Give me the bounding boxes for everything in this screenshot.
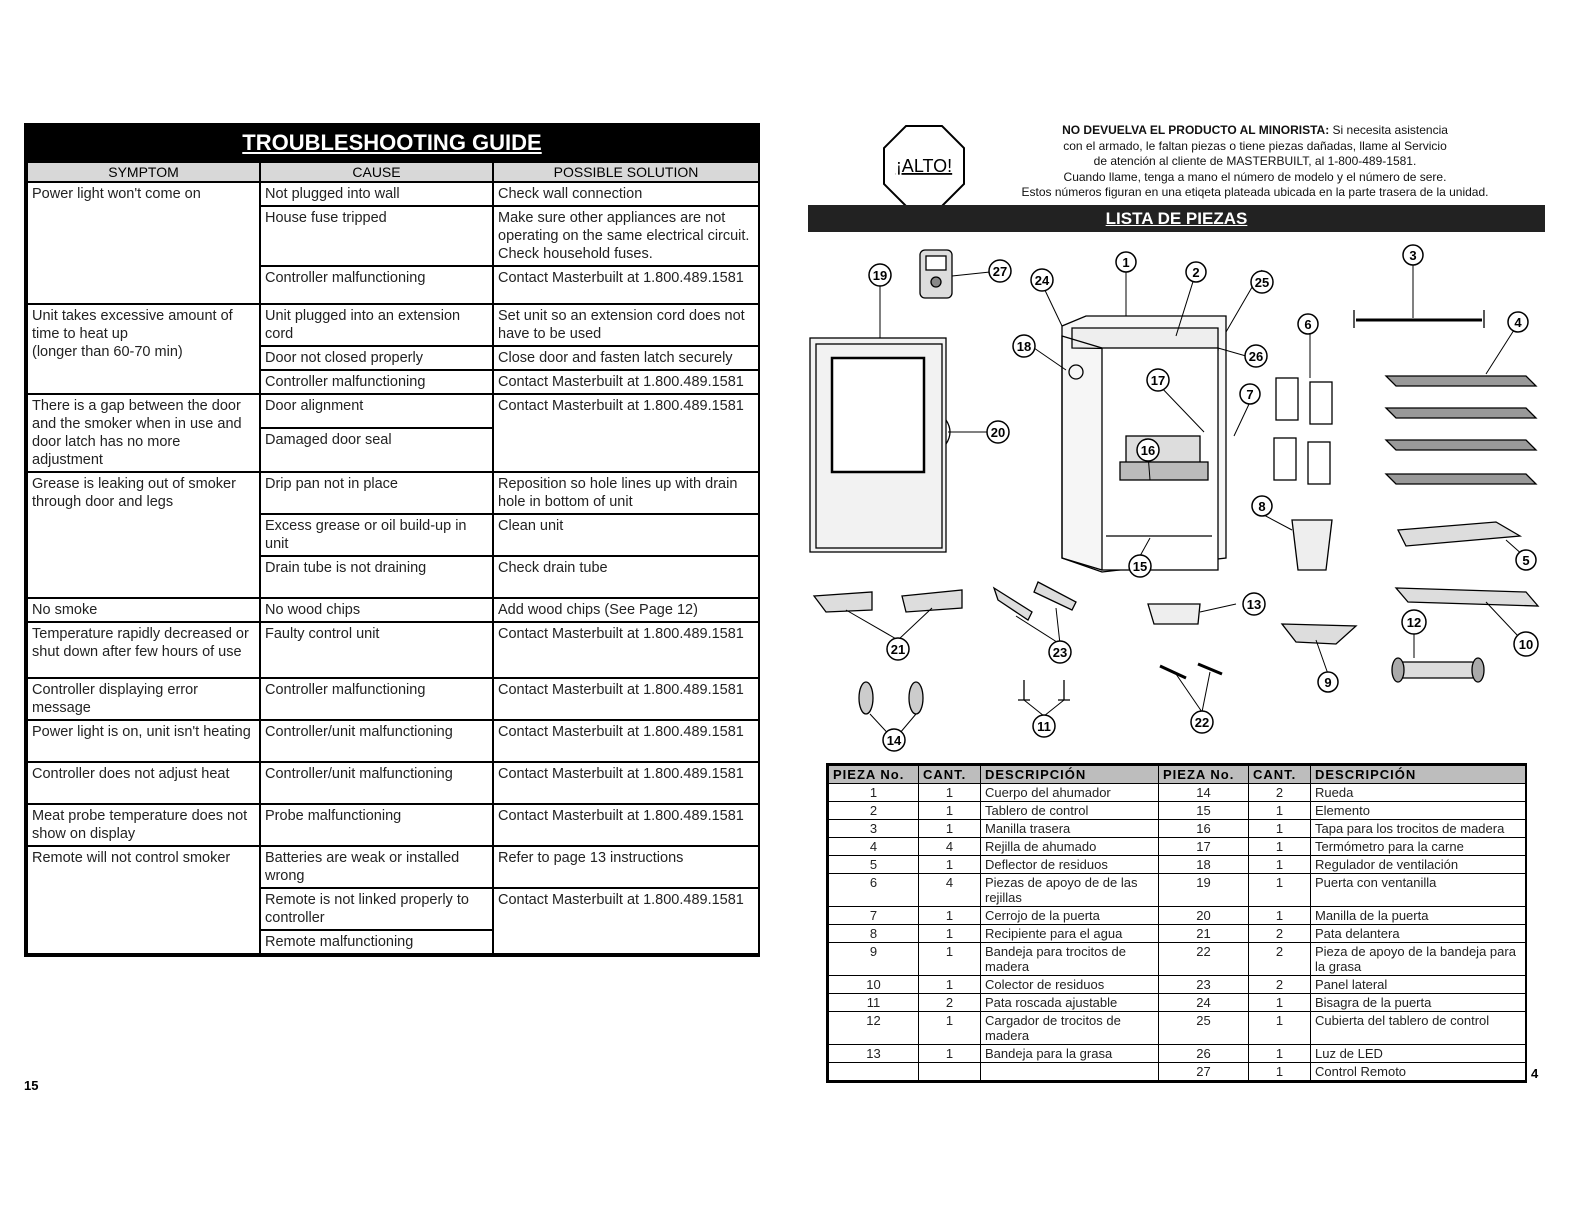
- callout-label: 19: [872, 268, 888, 283]
- callout-label: 16: [1140, 443, 1156, 458]
- part-number-cell: 21: [1159, 925, 1249, 943]
- page-number-left: 15: [24, 1078, 39, 1093]
- description-cell: Cubierta del tablero de control: [1311, 1012, 1526, 1045]
- part-number-cell: 3: [829, 820, 919, 838]
- solution-cell: Check drain tube: [493, 556, 759, 598]
- cause-cell: Remote is not linked properly to controller: [260, 888, 493, 930]
- callout-4: [1508, 312, 1528, 332]
- cant-header: CANT.: [919, 766, 981, 784]
- racks-illustration: [1386, 376, 1536, 484]
- description-cell: Bandeja para trocitos de madera: [981, 943, 1159, 976]
- quantity-cell: 1: [1249, 1063, 1311, 1081]
- table-row: [829, 802, 1526, 820]
- door-illustration: [810, 338, 950, 552]
- side-panel-illustration: [1034, 582, 1076, 610]
- quantity-cell: 1: [1249, 1045, 1311, 1063]
- description-cell: Pata delantera: [1311, 925, 1526, 943]
- description-cell: Luz de LED: [1311, 1045, 1526, 1063]
- notice-line: con el armado, le faltan piezas o tiene piezas dañadas, llame al Servicio: [1063, 138, 1447, 153]
- cause-cell: Remote malfunctioning: [260, 930, 493, 954]
- cause-header: CAUSE: [260, 162, 493, 182]
- cause-cell: House fuse tripped: [260, 206, 493, 266]
- symptom-cell: Controller displaying error message: [27, 678, 260, 720]
- callout-label: 4: [1514, 315, 1522, 330]
- quantity-cell: 1: [1249, 874, 1311, 907]
- drip-pan-illustration: [1396, 588, 1538, 606]
- description-cell: Cuerpo del ahumador: [981, 784, 1159, 802]
- cause-cell: Probe malfunctioning: [260, 804, 493, 846]
- quantity-cell: 1: [1249, 838, 1311, 856]
- callout-23: [1049, 641, 1071, 663]
- cause-cell: Door not closed properly: [260, 346, 493, 370]
- callout-25: [1251, 271, 1273, 293]
- part-number-cell: 18: [1159, 856, 1249, 874]
- symptom-cell: Remote will not control smoker: [27, 846, 260, 954]
- wheels-illustration: [859, 682, 923, 714]
- notice-line: Cuando llame, tenga a mano el número de modelo y el número de sere.: [1063, 169, 1447, 184]
- description-cell: Puerta con ventanilla: [1311, 874, 1526, 907]
- symptom-cell: Power light is on, unit isn't heating: [27, 720, 260, 762]
- description-cell: Manilla de la puerta: [1311, 907, 1526, 925]
- table-row: [829, 907, 1526, 925]
- symptom-cell: No smoke: [27, 598, 260, 622]
- part-number-cell: 12: [829, 1012, 919, 1045]
- callout-3: [1403, 245, 1423, 265]
- solution-cell: Contact Masterbuilt at 1.800.489.1581: [493, 370, 759, 394]
- side-panel-illustration: [994, 588, 1032, 620]
- callout-label: 14: [886, 733, 902, 748]
- solution-cell: Check wall connection: [493, 182, 759, 206]
- water-bowl-illustration: [1292, 520, 1332, 570]
- cause-cell: Not plugged into wall: [260, 182, 493, 206]
- description-cell: Pata roscada ajustable: [981, 994, 1159, 1012]
- part-number-cell: 4: [829, 838, 919, 856]
- table-row: [829, 925, 1526, 943]
- symptom-cell: Controller does not adjust heat: [27, 762, 260, 804]
- rear-handle-illustration: [1354, 310, 1484, 328]
- quantity-cell: 1: [1249, 907, 1311, 925]
- troubleshooting-title: TROUBLESHOOTING GUIDE: [26, 125, 758, 161]
- front-leg-illustration: [902, 590, 962, 612]
- part-number-cell: 7: [829, 907, 919, 925]
- description-cell: Colector de residuos: [981, 976, 1159, 994]
- quantity-cell: 4: [919, 874, 981, 907]
- table-row: [829, 856, 1526, 874]
- callout-label: 6: [1304, 317, 1312, 332]
- description-cell: Rejilla de ahumado: [981, 838, 1159, 856]
- remote-illustration: [920, 250, 952, 298]
- table-row: [829, 1063, 1526, 1081]
- solution-cell: Close door and fasten latch securely: [493, 346, 759, 370]
- wood-tray-illustration: [1282, 624, 1356, 644]
- callout-9: [1318, 672, 1338, 692]
- callout-label: 10: [1518, 637, 1534, 652]
- symptom-cell: Unit takes excessive amount of time to heat up (longer than 60-70 min): [27, 304, 260, 394]
- callout-10: [1514, 632, 1538, 656]
- quantity-cell: 1: [919, 1045, 981, 1063]
- callout-label: 15: [1132, 559, 1148, 574]
- quantity-cell: 2: [1249, 943, 1311, 976]
- parts-diagram: [806, 240, 1550, 760]
- cause-cell: Drip pan not in place: [260, 472, 493, 514]
- table-row: [829, 820, 1526, 838]
- quantity-cell: [919, 1063, 981, 1081]
- callout-1: [1116, 252, 1136, 272]
- callout-label: 8: [1258, 499, 1266, 514]
- callout-label: 25: [1254, 275, 1270, 290]
- cause-cell: Door alignment: [260, 394, 493, 428]
- part-number-cell: 20: [1159, 907, 1249, 925]
- quantity-cell: 1: [919, 1012, 981, 1045]
- quantity-cell: 1: [919, 802, 981, 820]
- callout-label: 26: [1248, 349, 1264, 364]
- callout-label: 27: [992, 264, 1008, 279]
- solution-cell: Refer to page 13 instructions: [493, 846, 759, 888]
- quantity-cell: 1: [919, 925, 981, 943]
- part-number-cell: 6: [829, 874, 919, 907]
- adjustable-feet-illustration: [1018, 680, 1070, 700]
- cause-cell: Controller malfunctioning: [260, 678, 493, 720]
- callout-19: [869, 264, 891, 286]
- solution-header: POSSIBLE SOLUTION: [493, 162, 759, 182]
- parts-table: [826, 763, 1527, 1083]
- stop-sign-text: ¡ALTO!: [895, 156, 953, 176]
- quantity-cell: 2: [1249, 976, 1311, 994]
- solution-cell: Make sure other appliances are not operating on the same electrical circuit. Check household fuses.: [493, 206, 759, 266]
- part-number-cell: 17: [1159, 838, 1249, 856]
- symptom-cell: Meat probe temperature does not show on display: [27, 804, 260, 846]
- description-cell: Cerrojo de la puerta: [981, 907, 1159, 925]
- solution-cell: Reposition so hole lines up with drain hole in bottom of unit: [493, 472, 759, 514]
- callout-label: 18: [1016, 339, 1032, 354]
- part-number-cell: 25: [1159, 1012, 1249, 1045]
- cause-cell: No wood chips: [260, 598, 493, 622]
- callout-21: [887, 638, 909, 660]
- table-row: [829, 976, 1526, 994]
- cause-cell: Controller malfunctioning: [260, 370, 493, 394]
- solution-cell: Set unit so an extension cord does not have to be used: [493, 304, 759, 346]
- callout-5: [1516, 550, 1536, 570]
- part-number-cell: 10: [829, 976, 919, 994]
- part-number-cell: 24: [1159, 994, 1249, 1012]
- description-cell: Tablero de control: [981, 802, 1159, 820]
- symptom-cell: Power light won't come on: [27, 182, 260, 304]
- grease-support-illustration: [1160, 666, 1186, 678]
- description-cell: Rueda: [1311, 784, 1526, 802]
- description-cell: Control Remoto: [1311, 1063, 1526, 1081]
- callout-8: [1252, 496, 1272, 516]
- cause-cell: Damaged door seal: [260, 428, 493, 472]
- description-cell: Recipiente para el agua: [981, 925, 1159, 943]
- part-number-cell: 1: [829, 784, 919, 802]
- callout-label: 7: [1246, 387, 1254, 402]
- quantity-cell: 1: [919, 820, 981, 838]
- part-number-cell: 9: [829, 943, 919, 976]
- table-row: [829, 943, 1526, 976]
- part-number-cell: 15: [1159, 802, 1249, 820]
- cause-cell: Controller malfunctioning: [260, 266, 493, 304]
- part-number-cell: 27: [1159, 1063, 1249, 1081]
- troubleshooting-guide: [24, 123, 760, 957]
- solution-cell: Contact Masterbuilt at 1.800.489.1581: [493, 678, 759, 720]
- symptom-cell: There is a gap between the door and the smoker when in use and door latch has no more adjustment: [27, 394, 260, 472]
- stop-sign-icon: [882, 124, 966, 208]
- description-cell: Termómetro para la carne: [1311, 838, 1526, 856]
- description-cell: Tapa para los trocitos de madera: [1311, 820, 1526, 838]
- table-row: [829, 994, 1526, 1012]
- quantity-cell: 1: [919, 856, 981, 874]
- pieza-header: PIEZA No.: [829, 766, 919, 784]
- description-cell: Pieza de apoyo de la bandeja para la grasa: [1311, 943, 1526, 976]
- quantity-cell: 1: [1249, 802, 1311, 820]
- notice-bold: NO DEVUELVA EL PRODUCTO AL MINORISTA:: [1062, 123, 1330, 137]
- rack-supports-illustration: [1274, 378, 1332, 484]
- symptom-header: SYMPTOM: [27, 162, 260, 182]
- description-cell: Elemento: [1311, 802, 1526, 820]
- parts-list-title: LISTA DE PIEZAS: [808, 205, 1545, 232]
- part-number-cell: 14: [1159, 784, 1249, 802]
- part-number-cell: 11: [829, 994, 919, 1012]
- callout-label: 1: [1122, 255, 1130, 270]
- callout-label: 12: [1406, 615, 1422, 630]
- quantity-cell: 1: [1249, 820, 1311, 838]
- grease-tray-illustration: [1148, 604, 1200, 624]
- cause-cell: Unit plugged into an extension cord: [260, 304, 493, 346]
- quantity-cell: 1: [919, 784, 981, 802]
- pieza-header: PIEZA No.: [1159, 766, 1249, 784]
- callout-26: [1245, 345, 1267, 367]
- callout-20: [987, 421, 1009, 443]
- page-number-right: 4: [1531, 1066, 1539, 1081]
- desc-header: DESCRIPCIÓN: [981, 766, 1159, 784]
- description-cell: Manilla trasera: [981, 820, 1159, 838]
- notice-line: Si necesita asistencia: [1329, 123, 1448, 137]
- callout-18: [1013, 335, 1035, 357]
- cause-cell: Controller/unit malfunctioning: [260, 720, 493, 762]
- callout-label: 24: [1034, 273, 1050, 288]
- cause-cell: Faulty control unit: [260, 622, 493, 678]
- solution-cell: Contact Masterbuilt at 1.800.489.1581: [493, 394, 759, 472]
- callout-label: 3: [1409, 248, 1417, 263]
- callout-16: [1137, 439, 1159, 461]
- return-notice: [960, 123, 1550, 201]
- table-row: [829, 874, 1526, 907]
- cause-cell: Excess grease or oil build-up in unit: [260, 514, 493, 556]
- cant-header: CANT.: [1249, 766, 1311, 784]
- part-number-cell: 13: [829, 1045, 919, 1063]
- solution-cell: Contact Masterbuilt at 1.800.489.1581: [493, 762, 759, 804]
- part-number-cell: 16: [1159, 820, 1249, 838]
- part-number-cell: 22: [1159, 943, 1249, 976]
- callout-11: [1033, 715, 1055, 737]
- callout-12: [1402, 610, 1426, 634]
- quantity-cell: 1: [1249, 994, 1311, 1012]
- cause-cell: Drain tube is not draining: [260, 556, 493, 598]
- table-row: [829, 784, 1526, 802]
- callout-label: 9: [1324, 675, 1332, 690]
- callout-24: [1031, 269, 1053, 291]
- deflector-illustration: [1398, 522, 1520, 546]
- callout-22: [1191, 711, 1213, 733]
- description-cell: Deflector de residuos: [981, 856, 1159, 874]
- callout-2: [1186, 262, 1206, 282]
- quantity-cell: 2: [1249, 925, 1311, 943]
- solution-cell: Contact Masterbuilt at 1.800.489.1581: [493, 888, 759, 954]
- callout-label: 11: [1037, 719, 1051, 734]
- troubleshooting-table: [26, 161, 760, 955]
- quantity-cell: 2: [919, 994, 981, 1012]
- description-cell: Bandeja para la grasa: [981, 1045, 1159, 1063]
- description-cell: Piezas de apoyo de de las rejillas: [981, 874, 1159, 907]
- table-row: [829, 838, 1526, 856]
- symptom-cell: Grease is leaking out of smoker through door and legs: [27, 472, 260, 598]
- symptom-cell: Temperature rapidly decreased or shut down after few hours of use: [27, 622, 260, 678]
- notice-line: de atención al cliente de MASTERBUILT, al 1-800-489-1581.: [1093, 154, 1417, 168]
- table-row: [829, 1045, 1526, 1063]
- description-cell: Panel lateral: [1311, 976, 1526, 994]
- callout-label: 5: [1522, 553, 1530, 568]
- callout-label: 13: [1246, 597, 1262, 612]
- part-number-cell: 23: [1159, 976, 1249, 994]
- quantity-cell: 2: [1249, 784, 1311, 802]
- solution-cell: Add wood chips (See Page 12): [493, 598, 759, 622]
- callout-7: [1240, 384, 1260, 404]
- quantity-cell: 1: [1249, 856, 1311, 874]
- part-number-cell: 19: [1159, 874, 1249, 907]
- part-number-cell: 2: [829, 802, 919, 820]
- callout-14: [883, 729, 905, 751]
- cause-cell: Controller/unit malfunctioning: [260, 762, 493, 804]
- callout-13: [1243, 593, 1265, 615]
- wood-loader-illustration: [1392, 658, 1484, 682]
- front-leg-illustration: [814, 592, 872, 612]
- table-row: [829, 1012, 1526, 1045]
- part-number-cell: [829, 1063, 919, 1081]
- solution-cell: Contact Masterbuilt at 1.800.489.1581: [493, 266, 759, 304]
- callout-label: 2: [1192, 265, 1200, 280]
- description-cell: Cargador de trocitos de madera: [981, 1012, 1159, 1045]
- callout-label: 21: [890, 642, 906, 657]
- part-number-cell: 8: [829, 925, 919, 943]
- description-cell: Regulador de ventilación: [1311, 856, 1526, 874]
- callout-27: [989, 260, 1011, 282]
- solution-cell: Contact Masterbuilt at 1.800.489.1581: [493, 720, 759, 762]
- cause-cell: Batteries are weak or installed wrong: [260, 846, 493, 888]
- quantity-cell: 1: [919, 907, 981, 925]
- quantity-cell: 1: [919, 976, 981, 994]
- callout-17: [1147, 369, 1169, 391]
- callout-label: 22: [1194, 715, 1210, 730]
- desc-header: DESCRIPCIÓN: [1311, 766, 1526, 784]
- part-number-cell: 26: [1159, 1045, 1249, 1063]
- part-number-cell: 5: [829, 856, 919, 874]
- callout-label: 20: [990, 425, 1006, 440]
- callout-6: [1298, 314, 1318, 334]
- solution-cell: Contact Masterbuilt at 1.800.489.1581: [493, 804, 759, 846]
- callout-15: [1129, 555, 1151, 577]
- callout-label: 17: [1150, 373, 1166, 388]
- solution-cell: Clean unit: [493, 514, 759, 556]
- quantity-cell: 1: [919, 943, 981, 976]
- quantity-cell: 4: [919, 838, 981, 856]
- description-cell: Bisagra de la puerta: [1311, 994, 1526, 1012]
- description-cell: [981, 1063, 1159, 1081]
- notice-line: Estos números figuran en una etiqeta plateada ubicada en la parte trasera de la unidad.: [1021, 185, 1489, 199]
- solution-cell: Contact Masterbuilt at 1.800.489.1581: [493, 622, 759, 678]
- callout-label: 23: [1052, 645, 1068, 660]
- quantity-cell: 1: [1249, 1012, 1311, 1045]
